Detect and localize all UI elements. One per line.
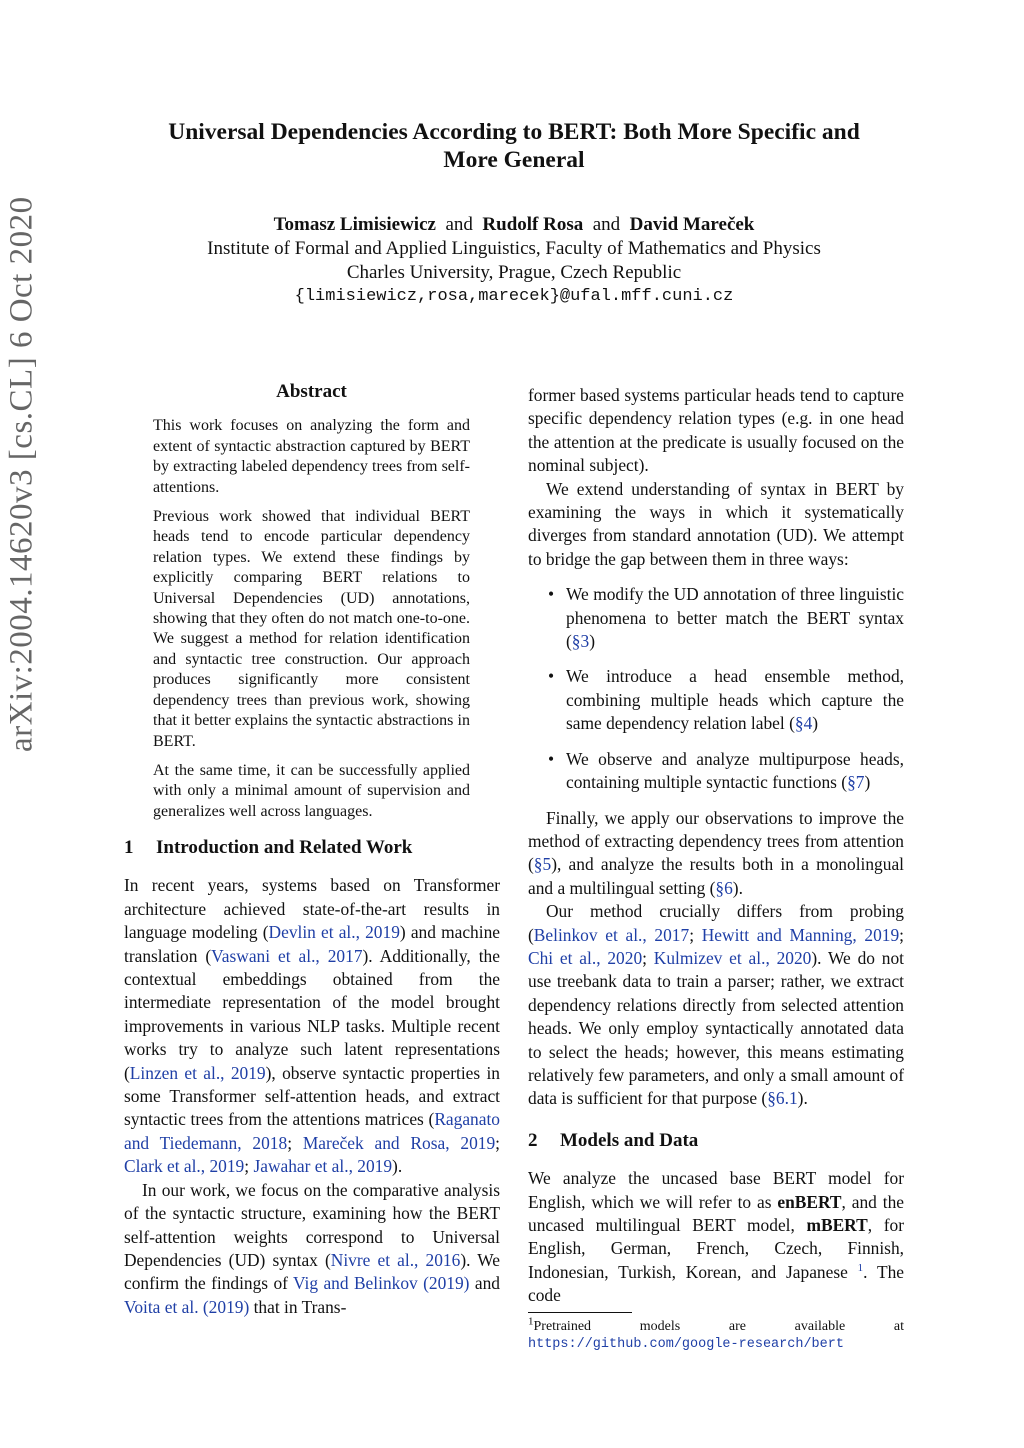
- text: ): [864, 772, 871, 793]
- abstract-paragraph-2: Previous work showed that individual BERT heads tend to encode particular dependency relation types. We extend these findings by explicitly comparing BERT relations to Universal Dependencies (UD) annotations, showing that they often do not match one-to-one. We suggest a method for relation identification and syntactic tree construction. Our approach produces significantly more consistent dependency trees than previous work, showing that it better explains the syntactic abstractions in BERT.: [153, 508, 470, 750]
- author-and-1: and: [445, 214, 473, 235]
- text: ;: [899, 924, 904, 945]
- intro-method-paragraph: [528, 900, 904, 1111]
- text: We modify the UD annotation of three linguistic phenomena to better match the BERT syntax (: [566, 584, 904, 652]
- text: ). We confirm the findings of: [124, 1249, 500, 1294]
- text: ) and machine translation (: [124, 922, 500, 966]
- abstract-paragraph-3: At the same time, it can be successfully applied with only a minimal amount of supervision and generalizes well across languages.: [153, 761, 470, 820]
- footnote-number: 1: [528, 1314, 534, 1327]
- title-line-1: Universal Dependencies According to BERT: Both More Specific and: [168, 119, 860, 145]
- text: ).: [797, 1088, 808, 1109]
- section-2-number: 2: [528, 1129, 538, 1151]
- text: ;: [244, 1156, 254, 1177]
- paper-title: [130, 118, 898, 174]
- model-mbert: mBERT: [806, 1215, 868, 1235]
- citation-kulmizev[interactable]: Kulmizev et al., 2020: [653, 947, 812, 968]
- text: ): [589, 631, 595, 652]
- text: In recent years, systems based on Transformer architecture achieved state-of-the-art results in language modeling (: [124, 875, 500, 943]
- intro-paragraph-1: [124, 874, 500, 1178]
- citation-vig[interactable]: Vig and Belinkov (2019): [293, 1273, 470, 1294]
- citation-vaswani[interactable]: Vaswani et al., 2017: [211, 945, 363, 966]
- text: In our work, we focus on the comparative analysis of the syntactic structure, examining how the BERT self-attention weights correspond to Universal Dependencies (UD) syntax (: [124, 1179, 500, 1270]
- citation-devlin[interactable]: Devlin et al., 2019: [268, 922, 400, 943]
- citation-raganato[interactable]: Raganato and Tiedemann, 2018: [124, 1109, 500, 1153]
- model-enbert: enBERT: [777, 1191, 842, 1212]
- text: and: [469, 1273, 500, 1294]
- text: ).: [732, 877, 743, 898]
- citation-voita[interactable]: Voita et al. (2019): [124, 1296, 250, 1317]
- text: ;: [689, 924, 702, 945]
- footnote-marker[interactable]: 1: [857, 1262, 864, 1275]
- abstract-paragraph-1: This work focuses on analyzing the form and extent of syntactic abstraction captured by BERT by extracting labeled dependency trees from self-attentions.: [153, 417, 470, 496]
- text: Finally, we apply our observations to improve the method of extracting dependency trees from attention (: [528, 807, 904, 875]
- text: ): [812, 713, 819, 734]
- section-ref-6-1[interactable]: §6.1: [767, 1088, 798, 1109]
- list-item: [566, 665, 904, 735]
- author-emails[interactable]: {limisiewicz,rosa,marecek}@ufal.mff.cuni.cz: [294, 287, 734, 306]
- text: , and the uncased multilingual BERT model,: [528, 1191, 904, 1235]
- list-item: [566, 748, 904, 795]
- section-ref-4[interactable]: §4: [794, 713, 813, 734]
- author-and-2: and: [592, 214, 621, 235]
- text: ), and analyze the results both in a monolingual and a multilingual setting (: [528, 854, 904, 898]
- citation-hewitt[interactable]: Hewitt and Manning, 2019: [701, 924, 900, 945]
- author-3: David Mareček: [629, 214, 755, 235]
- text: ;: [642, 947, 654, 968]
- citation-marecek[interactable]: Mareček and Rosa, 2019: [302, 1132, 496, 1153]
- footnote-divider: [528, 1312, 632, 1313]
- contribution-list: [528, 583, 904, 794]
- list-item: [566, 583, 904, 653]
- abstract: [153, 382, 470, 831]
- citation-chi[interactable]: Chi et al., 2020: [528, 947, 643, 968]
- section-1-number: 1: [124, 837, 134, 858]
- text: ), observe syntactic properties in some Transformer self-attention heads, and extract syntactic trees from the attentions matrices (: [124, 1062, 500, 1130]
- arxiv-stamp: arXiv:2004.14620v3 [cs.CL] 6 Oct 2020: [3, 196, 40, 752]
- text: Our method crucially differs from probing (: [528, 901, 904, 945]
- affiliation: Institute of Formal and Applied Linguistics, Faculty of Mathematics and Physics: [207, 238, 821, 259]
- abstract-heading: Abstract: [276, 381, 347, 402]
- author-2: Rudolf Rosa: [482, 214, 584, 235]
- section-2-title: Models and Data: [560, 1129, 699, 1151]
- citation-nivre[interactable]: Nivre et al., 2016: [330, 1249, 461, 1270]
- text: ).: [392, 1156, 403, 1177]
- text: We analyze the uncased base BERT model for English, which we will refer to as: [528, 1168, 904, 1212]
- text: ;: [495, 1132, 500, 1153]
- right-column: [528, 384, 904, 1353]
- author-names: [110, 213, 918, 237]
- citation-belinkov[interactable]: Belinkov et al., 2017: [533, 924, 690, 945]
- text: ). We do not use treebank data to train a parser; rather, we extract dependency relations directly from selected attention heads. We only employ syntactically annotated data to select the heads; however, this means estimating relatively few parameters, and only a small amount of data is sufficient for that purpose (: [528, 947, 904, 1109]
- intro-paragraph-2: [124, 1179, 500, 1319]
- left-column: [124, 836, 500, 1319]
- text: ). Additionally, the contextual embeddings obtained from the intermediate representation of the model brought improvements in various NLP tasks. Multiple recent works try to analyze such latent representations (: [124, 945, 500, 1083]
- section-ref-6[interactable]: §6: [715, 877, 733, 898]
- footnote-url[interactable]: https://github.com/google-research/bert: [528, 1336, 844, 1352]
- citation-jawahar[interactable]: Jawahar et al., 2019: [253, 1156, 393, 1177]
- intro-finally-paragraph: [528, 807, 904, 901]
- section-1-title: Introduction and Related Work: [156, 837, 413, 858]
- footnote-text: Pretrained models are available at: [533, 1318, 904, 1334]
- citation-clark[interactable]: Clark et al., 2019: [124, 1156, 245, 1177]
- text: ;: [287, 1132, 303, 1153]
- section-ref-5[interactable]: §5: [533, 854, 552, 875]
- intro-extend-paragraph: We extend understanding of syntax in BERT by examining the ways in which it systematically diverges from standard annotation (UD). We attempt to bridge the gap between them in three ways:: [528, 478, 904, 569]
- section-ref-7[interactable]: §7: [847, 772, 865, 793]
- citation-linzen[interactable]: Linzen et al., 2019: [129, 1062, 266, 1083]
- title-line-2: More General: [443, 147, 585, 173]
- author-block: [110, 213, 918, 309]
- university: Charles University, Prague, Czech Republic: [346, 262, 682, 283]
- section-2-heading: [528, 1129, 904, 1152]
- author-1: Tomasz Limisiewicz: [273, 214, 436, 235]
- text: We introduce a head ensemble method, combining multiple heads which capture the same dependency relation label (: [566, 666, 904, 734]
- text: that in Trans-: [249, 1296, 347, 1317]
- footnote: [528, 1314, 904, 1353]
- text: We observe and analyze multipurpose heads, containing multiple syntactic functions (: [566, 748, 904, 793]
- intro-continuation: former based systems particular heads tend to capture specific dependency relation types (e.g. in one head the attention at the predicate is usually focused on the nominal subject).: [528, 385, 904, 476]
- section-ref-3[interactable]: §3: [571, 631, 590, 652]
- models-paragraph: [528, 1167, 904, 1307]
- text: , for English, German, French, Czech, Finnish, Indonesian, Turkish, Korean, and Japanese: [528, 1215, 904, 1282]
- section-1-heading: [124, 836, 500, 859]
- text: . The code: [528, 1261, 904, 1306]
